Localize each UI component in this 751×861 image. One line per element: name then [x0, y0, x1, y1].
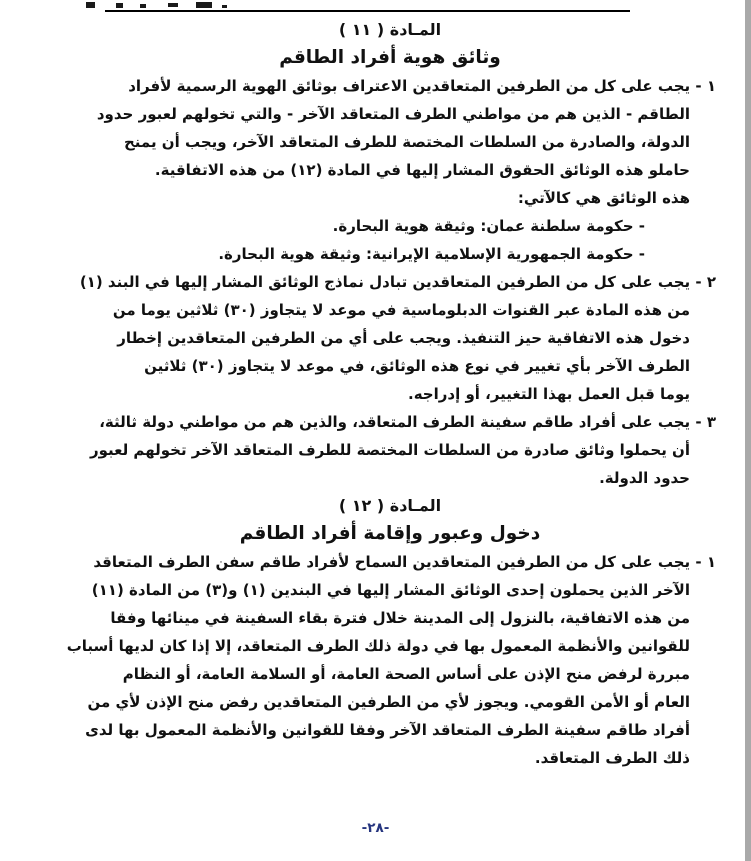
clipped-text-mark — [116, 3, 123, 8]
text-line: الآخر الذين يحملون إحدى الوثائق المشار إليها في البندين (١) و(٣) من المادة (١١) — [91, 581, 690, 599]
page-edge — [745, 0, 751, 861]
text-line: مبررة لرفض منح الإذن على أساس الصحة العامة، أو السلامة العامة، أو النظام — [122, 665, 690, 683]
text-line: من هذه الاتفاقية، بالنزول إلى المدينة خلال فترة بقاء السفينة في مينائها وفقا — [110, 609, 690, 627]
text-line: الطرف الآخر بأي تغيير في نوع هذه الوثائق، في موعد لا يتجاوز (٣٠) ثلاثين — [144, 357, 690, 375]
text-line: ١ - يجب على كل من الطرفين المتعاقدين الاعتراف بوثائق الهوية الرسمية لأفراد — [128, 77, 716, 95]
header-rule — [105, 10, 630, 12]
text-line: هذه الوثائق هي كالآتي: — [517, 189, 690, 207]
text-line: أن يحملوا وثائق صادرة من السلطات المختصة للطرف المتعاقد الآخر تخولهم لعبور — [89, 441, 690, 459]
text-line: حاملو هذه الوثائق الحقوق المشار إليها في المادة (١٢) من هذه الاتفاقية. — [154, 161, 690, 179]
clipped-text-mark — [140, 4, 146, 8]
text-line: حدود الدولة. — [599, 469, 690, 487]
text-line: العام أو الأمن القومي. ويجوز لأي من الطرفين المتعاقدين رفض منح الإذن لأي من — [87, 693, 690, 711]
text-line: ذلك الطرف المتعاقد. — [534, 749, 690, 767]
article-11-title: المـادة ( ١١ ) — [338, 20, 442, 39]
text-line: للقوانين والأنظمة المعمول بها في دولة ذلك الطرف المتعاقد، إلا إذا كان لديها أسباب — [66, 637, 690, 655]
page-number: -٢٨- — [361, 820, 390, 836]
clipped-text-mark — [168, 3, 178, 7]
text-line: من هذه المادة عبر القنوات الدبلوماسية في موعد لا يتجاوز (٣٠) ثلاثين يوما من — [112, 301, 690, 319]
article-12-subtitle: دخول وعبور وإقامة أفراد الطاقم — [239, 523, 541, 544]
text-line: ١ - يجب على كل من الطرفين المتعاقدين السماح لأفراد طاقم سفن الطرف المتعاقد — [93, 553, 716, 571]
text-line: الطاقم - الذين هم من مواطني الطرف المتعاقد الآخر - والتي تخولهم لعبور حدود — [96, 105, 690, 123]
text-line: يوما قبل العمل بهذا التغيير، أو إدراجه. — [408, 385, 690, 403]
clipped-header-text — [0, 0, 751, 9]
text-line: - حكومة الجمهورية الإسلامية الإيرانية: وثيقة هوية البحارة. — [218, 245, 645, 263]
article-12-title: المـادة ( ١٢ ) — [338, 496, 442, 515]
text-line: دخول هذه الاتفاقية حيز التنفيذ. ويجب على أي من الطرفين المتعاقدين إخطار — [117, 329, 690, 347]
text-line: - حكومة سلطنة عمان: وثيقة هوية البحارة. — [332, 217, 645, 235]
clipped-text-mark — [86, 2, 95, 8]
clipped-text-mark — [196, 2, 212, 8]
document-body — [0, 16, 751, 772]
clipped-text-mark — [222, 5, 227, 8]
article-12-body — [40, 548, 716, 772]
text-line: أفراد طاقم سفينة الطرف المتعاقد الآخر وفقا للقوانين والأنظمة المعمول بها لدى — [85, 721, 690, 739]
article-11-subtitle: وثائق هوية أفراد الطاقم — [279, 47, 501, 68]
article-11-body — [40, 72, 716, 492]
text-line: الدولة، والصادرة من السلطات المختصة للطرف المتعاقد الآخر، ويجب أن يمنح — [123, 133, 690, 151]
text-line: ٣ - يجب على أفراد طاقم سفينة الطرف المتعاقد، والذين هم من مواطني دولة ثالثة، — [99, 413, 716, 431]
text-line: ٢ - يجب على كل من الطرفين المتعاقدين تبادل نماذج الوثائق المشار إليها في البند (١) — [79, 273, 716, 291]
